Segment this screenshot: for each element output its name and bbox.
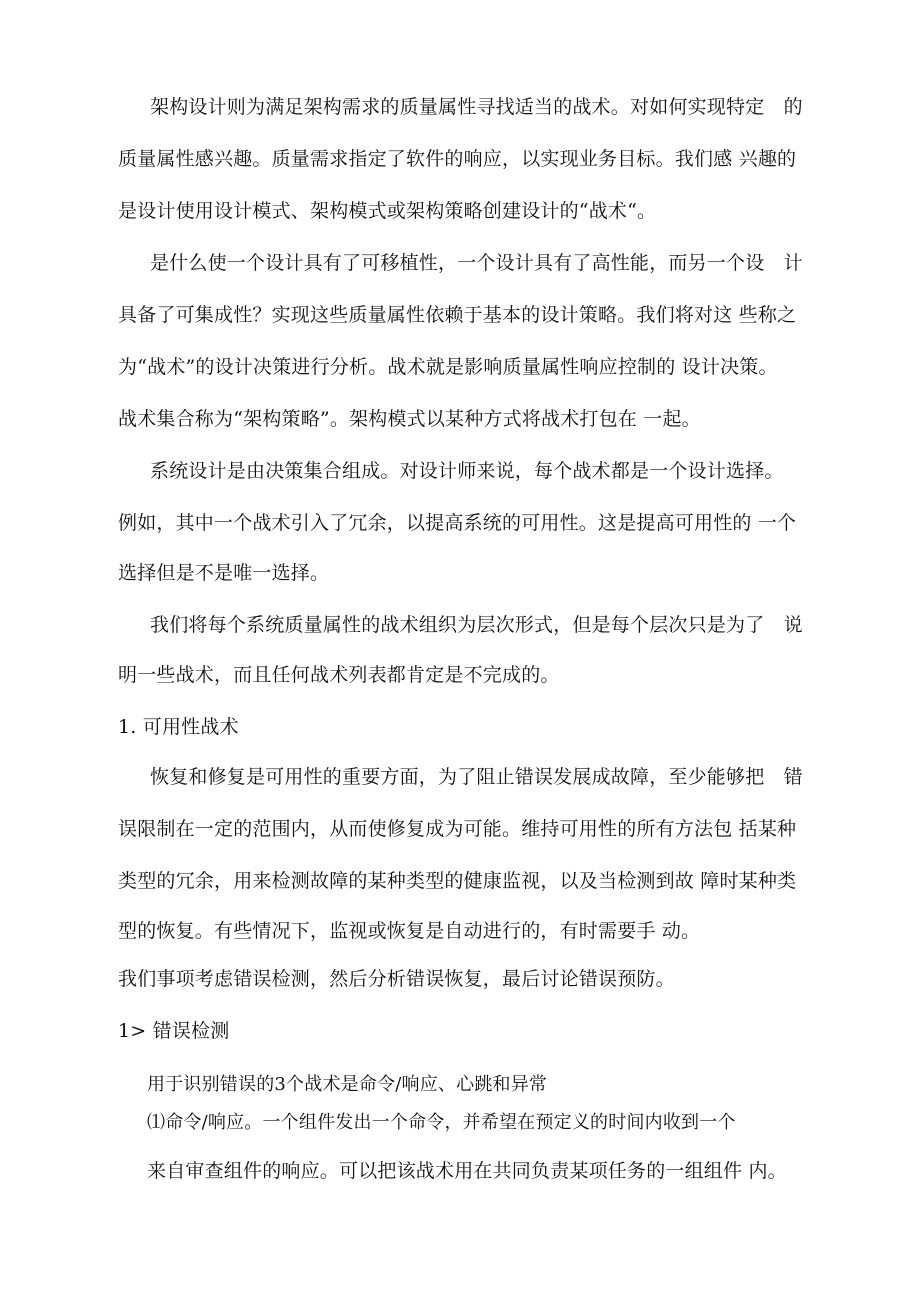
paragraph-line: 明一些战术，而且任何战术列表都肯定是不完成的。 [118,664,560,686]
section-heading: 1. 可用性战术 [118,716,239,738]
subsection-heading: 1> 错误检测 [118,1020,230,1042]
paragraph-line: 类型的冗余，用来检测故障的某种类型的健康监视，以及当检测到故 障时某种类 [118,870,797,892]
paragraph-line: 我们将每个系统质量属性的战术组织为层次形式，但是每个层次只是为了 说 [150,614,803,636]
paragraph-line: 选择但是不是唯一选择。 [118,562,330,584]
paragraph-line: 例如，其中一个战术引入了冗余，以提高系统的可用性。这是提高可用性的 一个 [118,512,797,534]
paragraph-line: 我们事项考虑错误检测，然后分析错误恢复，最后讨论错误预防。 [118,968,675,990]
paragraph-line: 是设计使用设计模式、架构模式或架构策略创建设计的“战术“。 [118,200,657,222]
paragraph-line: 误限制在一定的范围内，从而使修复成为可能。维持可用性的所有方法包 括某种 [118,818,797,840]
paragraph-line: 来自审查组件的响应。可以把该战术用在共同负责某项任务的一组组件 内。 [147,1160,787,1182]
paragraph-line: 质量属性感兴趣。质量需求指定了软件的响应，以实现业务目标。我们感 兴趣的 [118,148,797,170]
paragraph-line: 恢复和修复是可用性的重要方面，为了阻止错误发展成故障，至少能够把 错 [150,766,803,788]
paragraph-line: ⑴命令/响应。一个组件发出一个命令，并希望在预定义的时间内收到一个 [147,1112,736,1133]
paragraph-line: 是什么使一个设计具有了可移植性，一个设计具有了高性能，而另一个设 计 [150,252,803,274]
paragraph-line: 系统设计是由决策集合组成。对设计师来说，每个战术都是一个设计选择。 [150,460,784,482]
paragraph-line: 战术集合称为“架构策略”。架构模式以某种方式将战术打包在 一起。 [118,408,701,430]
paragraph-line: 用于识别错误的3个战术是命令/响应、心跳和异常 [147,1074,548,1095]
paragraph-line: 型的恢复。有些情况下，监视或恢复是自动进行的，有时需要手 动。 [118,920,701,942]
paragraph-line: 架构设计则为满足架构需求的质量属性寻找适当的战术。对如何实现特定 的 [150,96,803,118]
paragraph-line: 为“战术”的设计决策进行分析。战术就是影响质量属性响应控制的 设计决策。 [118,356,778,378]
paragraph-line: 具备了可集成性？实现这些质量属性依赖于基本的设计策略。我们将对这 些称之 [118,304,797,326]
